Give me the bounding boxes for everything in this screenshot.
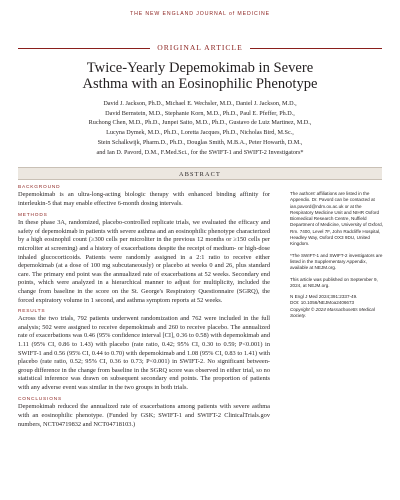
affiliations-note: The authors' affiliations are listed in the Appendix. Dr. Pavord can be contacted at ian.pavord@ndm.ox.ac.uk or at the Respiratory Medicine Unit and NIHR Oxford Biomedical Research Centre, Nuffield Department of Medicine, University of Oxford, Rm. 7400, Level 7F, John Radcliffe Hospital, Headley Way, Oxford OX3 9DU, United Kingdom. — [290, 191, 383, 247]
journal-name: THE NEW ENGLAND JOURNAL of MEDICINE — [130, 11, 270, 17]
citation-block — [290, 294, 386, 319]
conclusions-heading: CONCLUSIONS — [18, 397, 62, 403]
doi-line: DOI: 10.1056/NEJMoa2406673 — [290, 300, 355, 306]
author-line: David J. Jackson, Ph.D., Michael E. Wechsler, M.D., Daniel J. Jackson, M.D., — [103, 100, 297, 107]
results-heading: RESULTS — [18, 309, 46, 315]
results-text: Across the two trials, 792 patients underwent randomization and 762 were included in the full analysis; 502 were assigned to receive depemokimab and 260 to receive placebo. The annualized rate of exacerbations was 0.46 (95% confidence interval [CI], 0.36 to 0.58) with depemokimab and 1.11 (95% CI, 0.86 to 1.43) with placebo (rate ratio, 0.42; 95% CI, 0.30 to 0.59; P<0.001) in SWIFT-1 and 0.56 (95% CI, 0.44 to 0.70) with depemokimab and 1.08 (95% CI, 0.83 to 1.41) with placebo (rate ratio, 0.52; 95% CI, 0.36 to 0.73; P<0.001) in SWIFT-2. No significant between-group difference in the change from baseline in the SGRQ score was observed in either trial, so no statistical inference was drawn on subsequent secondary end points. The proportion of patients with any adverse event was similar in the two groups in both trials. — [18, 315, 270, 391]
background-text: Depemokimab is an ultra-long-acting biologic therapy with enhanced binding affinity for interleukin-5 that may enable effective 6-month dosing intervals. — [18, 191, 270, 207]
author-line: David Bernstein, M.D., Stephanie Korn, M.D., Ph.D., Paul E. Pfeffer, Ph.D., — [105, 109, 295, 117]
section-rule-right — [250, 48, 382, 49]
author-line: and Ian D. Pavord, D.M., F.Med.Sci., for the SWIFT-1 and SWIFT-2 Investigators* — [96, 148, 304, 156]
abstract-body — [18, 184, 270, 429]
publication-note: This article was published on September 9, 2024, at NEJM.org. — [290, 276, 378, 288]
conclusions-text: Depemokimab reduced the annualized rate of exacerbations among patients with severe asthma with an eosinophilic phenotype. (Funded by GSK; SWIFT-1 and SWIFT-2 ClinicalTrials.gov numbers, NCT04719832 and NCT04718103.) — [18, 403, 270, 428]
article-sidebar — [290, 191, 386, 324]
citation-line: N Engl J Med 2024;391:2337-49. — [290, 294, 358, 300]
methods-heading: METHODS — [18, 213, 48, 219]
author-line: Ruchong Chen, M.D., Ph.D., Junpei Saito, M.D., Ph.D., Gustavo de Luiz Martinez, M.D., — [88, 119, 312, 127]
section-label: ORIGINAL ARTICLE — [157, 43, 243, 52]
background-heading: BACKGROUND — [18, 185, 61, 190]
title-line-1: Twice-Yearly Depemokimab in Severe — [86, 60, 314, 76]
author-list — [30, 99, 370, 157]
author-line: Lucyna Dymek, M.D., Ph.D., Loretta Jacques, Ph.D., Nicholas Bird, M.Sc., — [106, 129, 294, 137]
investigators-note: *The SWIFT-1 and SWIFT-2 investigators are listed in the Supplementary Appendix, available at NEJM.org. — [290, 252, 383, 271]
copyright-line: Copyright © 2024 Massachusetts Medical Society. — [290, 306, 375, 319]
methods-text: In these phase 3A, randomized, placebo-controlled replicate trials, we evaluated the efficacy and safety of depemokimab in patients with severe asthma and an eosinophilic phenotype characterized by a high eosinophil count (≥300 cells per microliter in the previous 12 months or ≥150 cells per microliter at screening) and a history of exacerbations despite the receipt of medium- or high-dose inhaled glucocorticoids. Patients were randomly assigned in a 2:1 ratio to receive either depemokimab (at a dose of 100 mg subcutaneously) or placebo at weeks 0 and 26, plus standard care. The primary end point was the annualized rate of exacerbations at 52 weeks. Secondary end points, which were analyzed in a hierarchical manner to adjust for multiplicity, included the change from baseline in the score on the St. George's Respiratory Questionnaire (SGRQ), the forced expiratory volume in 1 second, and asthma symptom reports at 52 weeks. — [18, 219, 270, 304]
author-line: Stein Schalkwijk, Pharm.D., Ph.D., Douglas Smith, M.B.A., Peter Howarth, D.M., — [97, 138, 303, 146]
title-line-2: Asthma with an Eosinophilic Phenotype — [82, 76, 318, 92]
abstract-heading: ABSTRACT — [18, 167, 382, 180]
article-title — [40, 60, 360, 92]
